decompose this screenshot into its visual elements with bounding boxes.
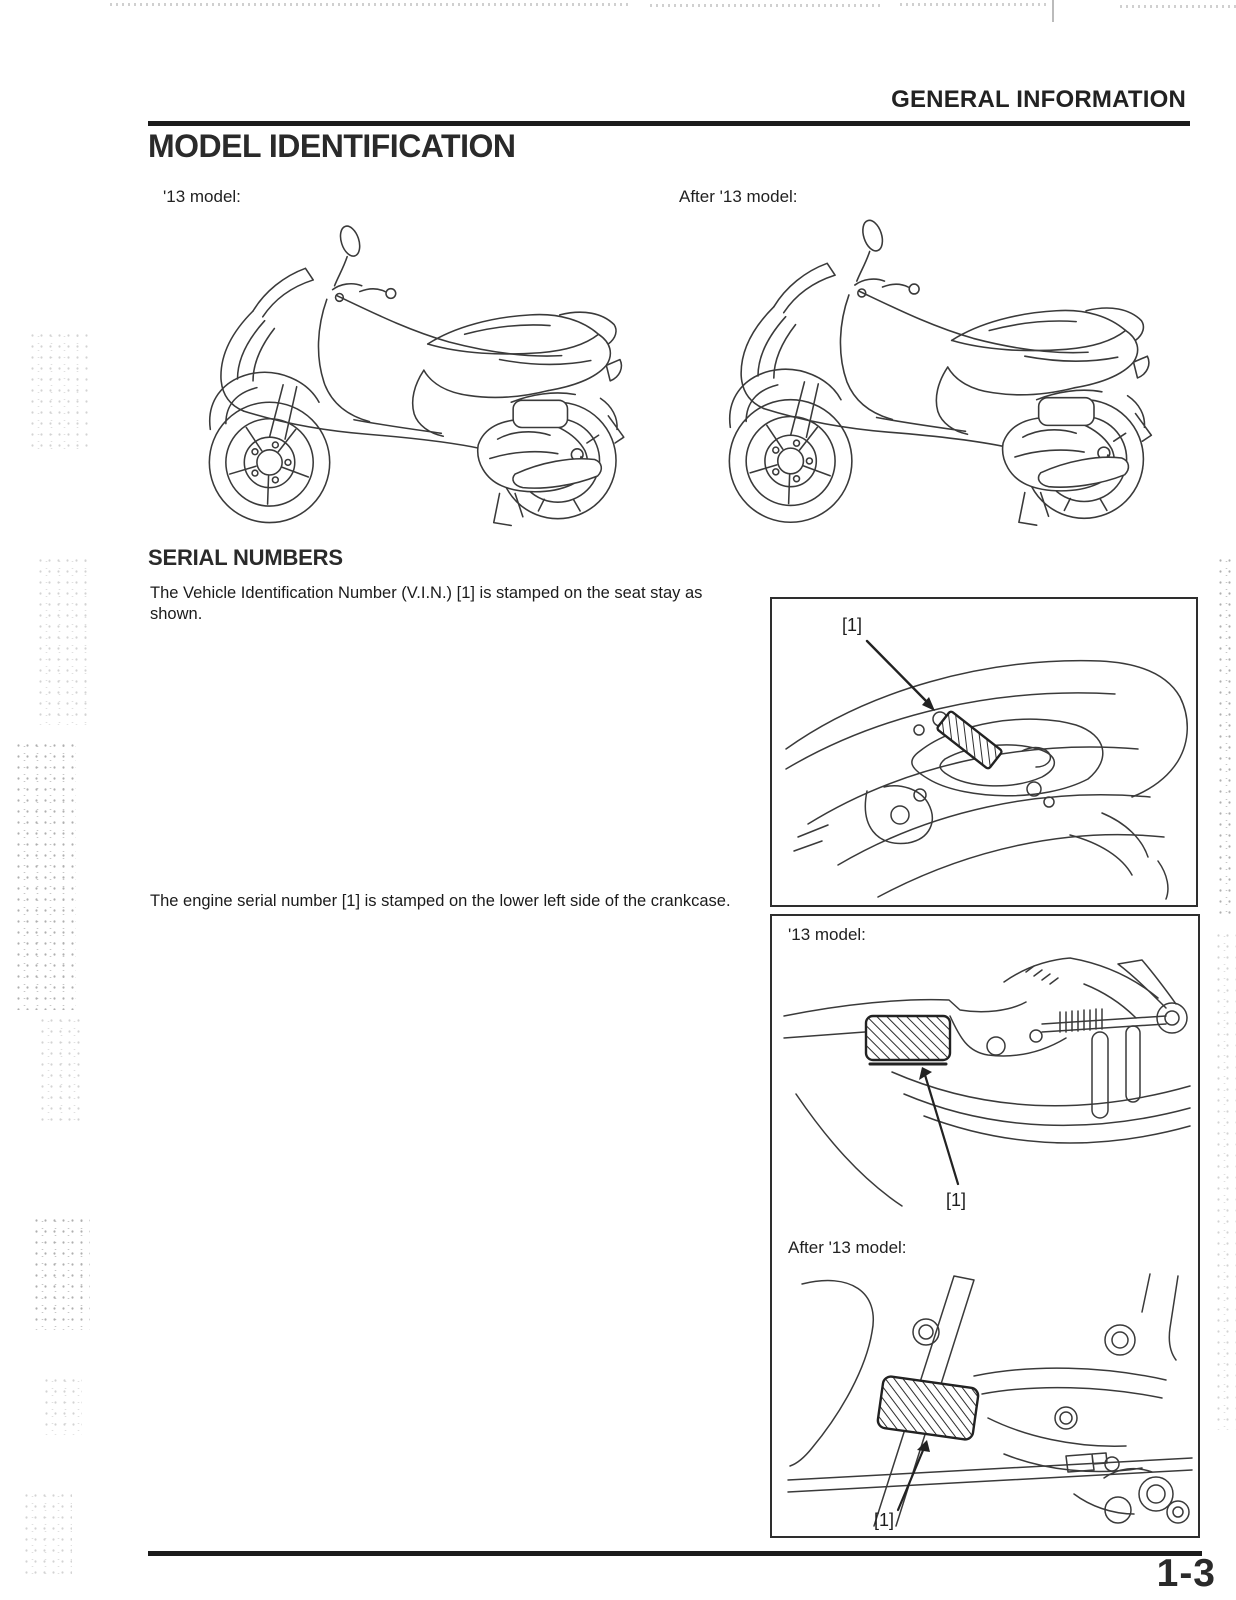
vin-callout-1: [1] (842, 615, 863, 635)
scan-noise-left (38, 1015, 86, 1125)
scan-noise-left (28, 330, 88, 450)
scan-noise-left (36, 555, 90, 725)
engine-after-13-label: After '13 model: (788, 1238, 907, 1257)
vin-figure-illustration (772, 599, 1192, 901)
scan-noise-right (1214, 930, 1236, 1430)
label-after-13-model: After '13 model: (679, 187, 798, 206)
footer-rule (148, 1551, 1202, 1556)
page-number: 1-3 (1156, 1552, 1216, 1595)
vin-paragraph: The Vehicle Identification Number (V.I.N.) [1] is stamped on the seat stay as shown. (150, 584, 703, 624)
header-title: GENERAL INFORMATION (891, 86, 1186, 113)
header-rule (148, 121, 1190, 126)
scan-noise-right (1216, 555, 1236, 915)
scooter-13-illustration (150, 212, 655, 542)
scan-noise-left (42, 1375, 82, 1435)
section-heading-serial-numbers: SERIAL NUMBERS (148, 545, 343, 570)
scan-noise-left (22, 1490, 72, 1580)
page-title: MODEL IDENTIFICATION (148, 128, 516, 164)
figure-box-vin (770, 597, 1198, 907)
figure-box-engine (770, 914, 1200, 1538)
scooter-after-13-illustration (672, 206, 1180, 542)
engine-after-13-illustration (774, 1268, 1194, 1532)
scan-noise-left (32, 1215, 90, 1330)
engine-13-callout: [1] (946, 1190, 967, 1210)
scan-noise-top (110, 3, 630, 6)
scan-noise-top (900, 3, 1050, 6)
scan-noise-top (1120, 5, 1236, 8)
label-13-model: '13 model: (163, 187, 241, 206)
engine-13-label: '13 model: (788, 925, 866, 944)
engine-13-illustration (774, 954, 1194, 1228)
scan-noise-top (650, 4, 880, 7)
engine-paragraph: The engine serial number [1] is stamped on the lower left side of the crankcase. (150, 892, 731, 910)
engine-after-13-callout: [1] (874, 1510, 895, 1530)
scan-noise-left (14, 740, 76, 1010)
scan-noise-mark (1052, 0, 1054, 22)
